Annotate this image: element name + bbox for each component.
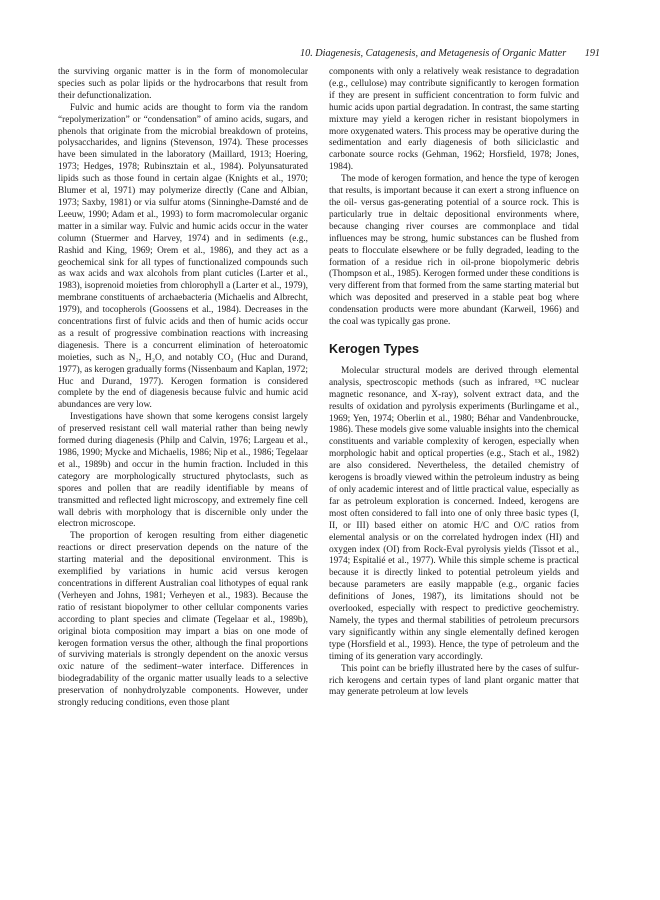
paragraph: This point can be briefly illustrated here by the cases of sulfur-rich kerogens and certain types of land plant organic matter that may generate petroleum at low levels xyxy=(329,663,579,698)
running-title: 10. Diagenesis, Catagenesis, and Metagenesis of Organic Matter xyxy=(300,48,567,59)
page-number: 191 xyxy=(584,48,600,59)
paragraph: The proportion of kerogen resulting from either diagenetic reactions or direct preservation depends on the nature of the starting material and the depositional environment. This is exemplified by variations in humic acid versus kerogen concentrations in different Australian coal lithotypes of equal rank (Verheyen and Johns, 1981; Verheyen et al., 1983). Because the ratio of resistant biopolymer to other cellular components varies according to plant species and climate (Tegelaar et al., 1989b), original biota composition may impart a bias on one mode of kerogen formation versus the other, although the final proportions of surviving materials is strongly dependent on the anoxic versus oxic nature of the sediment–water interface. Differences in biodegradability of the organic matter usually leads to a selective preservation of nonhydrolyzable components. However, under strongly reducing conditions, even those plant xyxy=(58,531,308,709)
paragraph: Fulvic and humic acids are thought to form via the random “repolymerization” or “condensation” of amino acids, sugars, and phenols that originate from the microbial breakdown of proteins, polysaccharides, and lignins (Stevenson, 1974). These processes have been simulated in the laboratory (Maillard, 1913; Hoering, 1973; Hedges, 1978; Rubinsztain et al., 1984). Polyunsaturated lipids such as those found in certain algae (Knights et al., 1970; Blumer et al, 1971) may polymerize directly (Cane and Albian, 1973; Saxby, 1981) or via sulfur atoms (Sinninghe-Damsté and de Leeuw, 1990; Adam et al., 1993) to form macromolecular organic matter in a similar way. Fulvic and humic acids occur in the water column (Stuermer and Harvey, 1974) and in sediments (e.g., Rashid and King, 1969; Orem et al., 1986), and they act as a geochemical sink for all types of functionalized compounds such as wax acids and wax alcohols from plant cuticles (Larter et al., 1983), isoprenoid moieties from chlorophyll a (Larter et al., 1979), membrane constituents of archaebacteria (Michaelis and Albrecht, 1979), and tocopherols (Goossens et al., 1984). Decreases in the concentrations first of fulvic acids and then of humic acids occur as a result of progressive combination reactions with increasing diagenesis. There is a concurrent elimination of heteroatomic moieties, such as N₂, H₂O, and notably CO₂ (Huc and Durand, 1977), as kerogen gradually forms (Nissenbaum and Kaplan, 1972; Huc and Durand, 1977). Kerogen formation is considered complete by the end of diagenesis because fulvic and humic acid abundances are very low. xyxy=(58,102,308,411)
right-column xyxy=(329,67,579,699)
running-header xyxy=(0,48,600,59)
paragraph: Investigations have shown that some kerogens consist largely of preserved resistant cell wall material rather than being newly formed during diagenesis (Philp and Calvin, 1976; Largeau et al., 1986, 1990; Mycke and Michaelis, 1986; Nip et al., 1986; Tegelaar et al., 1989b) and occur in the humin fraction. Included in this category are morphologically structured phytoclasts, such as spores and pollen that are readily identifiable by means of transmitted and reflected light microscopy, and extremely fine cell wall debris with morphology that is discernible only under the electron microscope. xyxy=(58,412,308,530)
left-column xyxy=(58,67,308,710)
paragraph: The mode of kerogen formation, and hence the type of kerogen that results, is important because it can exert a strong influence on the oil- versus gas-generating potential of a source rock. This is particularly true in deltaic depositional environments where, because changing river courses are commonplace and tidal influences may be strong, humic substances can be flushed from peats to flocculate elsewhere or be fully degraded, leading to the formation of a residue rich in oil-prone biopolymeric debris (Thompson et al., 1985). Kerogen formed under these conditions is very different from that formed from the same starting material but which was deposited and preserved in a stable peat bog where condensation products were more abundant (Karweil, 1966) and the coal was typically gas prone. xyxy=(329,174,579,328)
paragraph: Molecular structural models are derived through elemental analysis, spectroscopic methods (such as infrared, ¹³C nuclear magnetic resonance, and X-ray), solvent extract data, and the results of oxidation and pyrolysis experiments (Burlingame et al., 1969; Yen, 1974; Oberlin et al., 1980; Béhar and Vandenbroucke, 1986). These models give some valuable insights into the chemical constituents and variable complexity of kerogen, especially when morphologic habit and optical properties (e.g., Stach et al., 1982) are also considered. Nevertheless, the detailed chemistry of kerogens is broadly viewed within the petroleum industry as being of only academic interest and of little practical value, especially as far as petroleum exploration is concerned. Indeed, kerogens are most often considered to fall into one of only three basic types (I, II, or III) based either on atomic H/C and O/C ratios from elemental analysis or on the correlated hydrogen index (HI) and oxygen index (OI) from Rock-Eval pyrolysis yields (Tissot et al., 1974; Espitalié et al., 1977). While this simple scheme is practical because it is directly linked to potential petroleum yields and because parameters are easily mappable (e.g., organic facies definitions of Jones, 1987), its limitations should not be overlooked, especially with respect to predictive geochemistry. Namely, the types and thermal stabilities of petroleum precursors vary significantly within any single elementally defined kerogen type (Horsfield et al., 1993). Hence, the type of petroleum and the timing of its generation vary accordingly. xyxy=(329,365,579,662)
paragraph: components with only a relatively weak resistance to degradation (e.g., cellulose) may contribute significantly to kerogen formation if they are present in sufficient concentration to form fulvic and humic acids upon partial degradation. In contrast, the same starting mixture may yield a kerogen richer in resistant biopolymers in more oxygenated waters. This process may be operative during the sedimentation and early diagenesis of both siliciclastic and carbonate source rocks (Gehman, 1962; Horsfield, 1978; Jones, 1984). xyxy=(329,67,579,173)
section-heading: Kerogen Types xyxy=(329,341,420,356)
paragraph: the surviving organic matter is in the form of monomolecular species such as polar lipids or the hydrocarbons that result from their defunctionalization. xyxy=(58,67,308,101)
